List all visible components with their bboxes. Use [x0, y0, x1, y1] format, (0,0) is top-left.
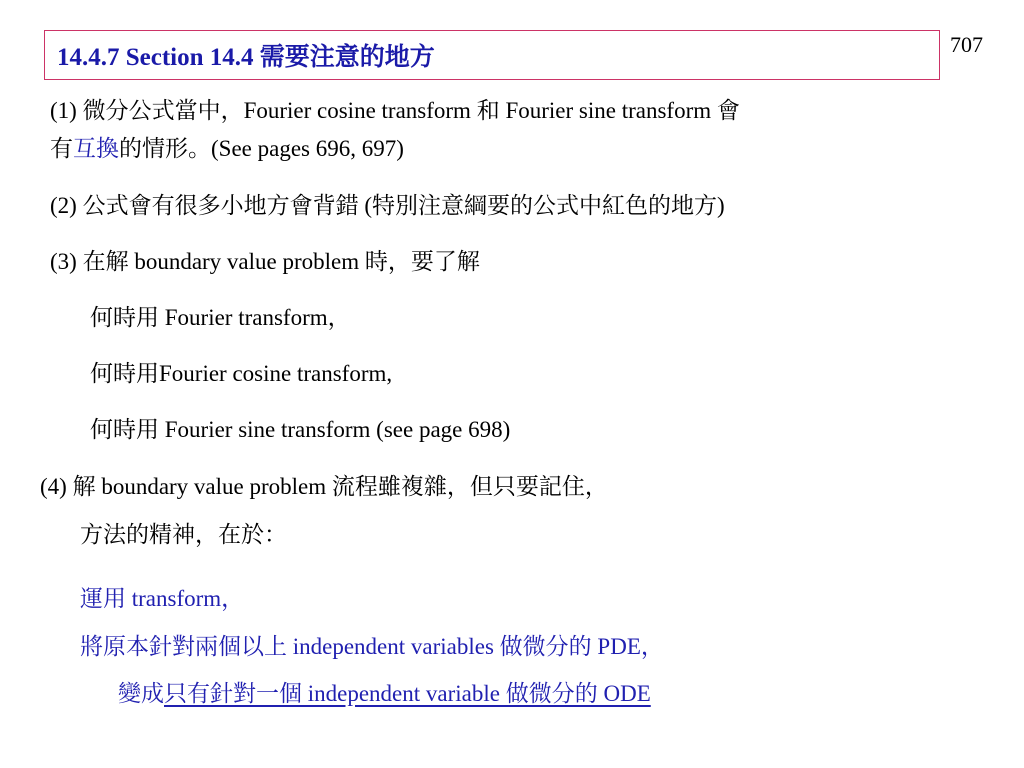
- item-3: (3) 在解 boundary value problem 時，要了解: [50, 249, 480, 274]
- slide-title: 14.4.7 Section 14.4 需要注意的地方: [44, 30, 940, 80]
- item-2: (2) 公式會有很多小地方會背錯 (特別注意綱要的公式中紅色的地方): [50, 193, 725, 218]
- item-4-line-2: 方法的精神，在於：: [80, 522, 287, 547]
- page-number: 707: [950, 32, 983, 57]
- method-line-3-prefix: 變成: [118, 681, 164, 706]
- item-1-line-1: (1) 微分公式當中，Fourier cosine transform 和 Fourier sine transform 會: [50, 98, 740, 123]
- item-1-line-2: [50, 134, 404, 164]
- method-line-1: 運用 transform，: [80, 586, 245, 611]
- item-1-prefix: 有: [50, 136, 73, 161]
- item-3-sub-3: 何時用 Fourier sine transform (see page 698): [90, 417, 511, 442]
- item-1-highlight: 互換: [73, 136, 119, 161]
- method-line-3: [118, 679, 651, 709]
- item-4-line-1: (4) 解 boundary value problem 流程雖複雜，但只要記住，: [40, 474, 608, 499]
- item-1-suffix: 的情形。(See pages 696, 697): [119, 136, 404, 161]
- method-line-3-underlined: 只有針對一個 independent variable 做微分的 ODE: [164, 681, 651, 706]
- item-3-sub-1: 何時用 Fourier transform，: [90, 305, 351, 330]
- method-line-2: 將原本針對兩個以上 independent variables 做微分的 PDE，: [80, 634, 664, 659]
- item-3-sub-2: 何時用Fourier cosine transform,: [90, 361, 393, 386]
